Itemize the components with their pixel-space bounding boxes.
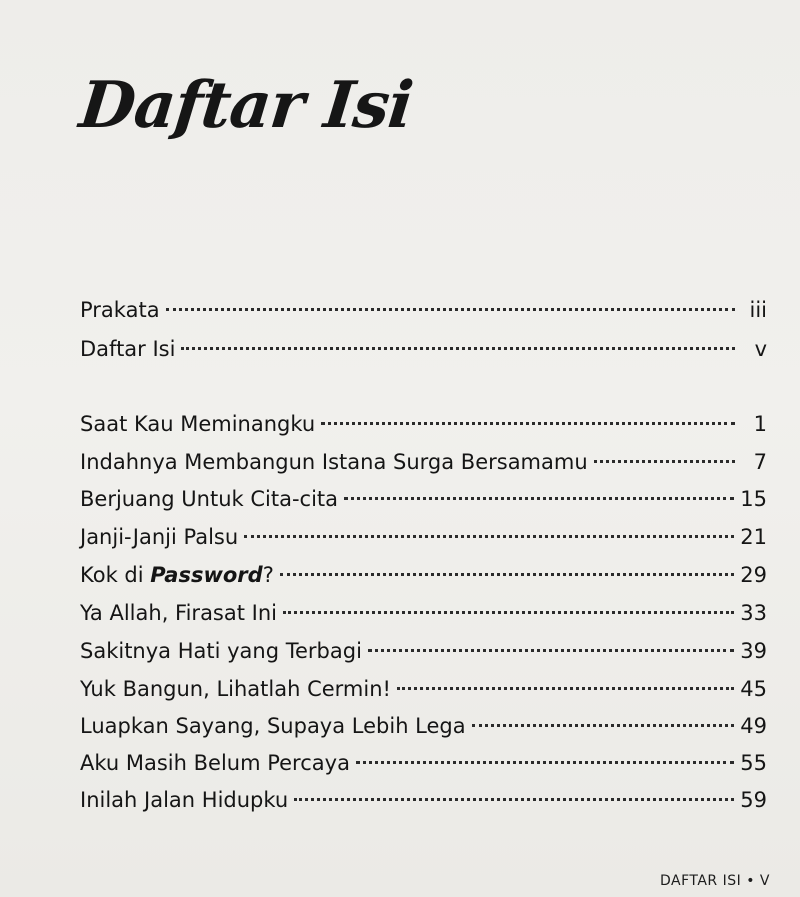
toc-leader-dots <box>166 308 735 311</box>
toc-leader-dots <box>397 687 734 690</box>
toc-entry-label: Janji-Janji Palsu <box>80 525 239 549</box>
toc-entry-label: Yuk Bangun, Lihatlah Cermin! <box>80 677 391 701</box>
toc-entry-label: Luapkan Sayang, Supaya Lebih Lega <box>80 714 466 738</box>
toc-entry-label: Aku Masih Belum Percaya <box>80 751 350 775</box>
toc-entry-page: 29 <box>740 563 767 587</box>
toc-entry <box>80 559 767 591</box>
running-footer: DAFTAR ISI • V <box>659 873 770 889</box>
toc-leader-dots <box>321 422 735 425</box>
toc-entry-label <box>80 559 274 591</box>
toc-leader-dots <box>472 724 735 727</box>
toc-entry-page: 7 <box>753 450 767 474</box>
toc-entry-page: 59 <box>740 788 767 812</box>
toc-entry-page: v <box>754 337 767 361</box>
toc-entry-page: 15 <box>740 487 767 511</box>
toc-entry-page: 55 <box>740 751 767 775</box>
toc-entry-label-prefix: Kok di <box>80 563 151 587</box>
toc-leader-dots <box>594 460 735 463</box>
toc-entry <box>80 784 767 816</box>
toc-leader-dots <box>344 497 734 500</box>
toc-entry-label: Saat Kau Meminangku <box>80 412 316 436</box>
toc-leader-dots <box>280 573 734 576</box>
toc-entry-page: iii <box>749 298 767 322</box>
toc-entry-label: Inilah Jalan Hidupku <box>80 788 289 812</box>
toc-entry-label: Berjuang Untuk Cita-cita <box>80 487 339 511</box>
toc-entry-label: Indahnya Membangun Istana Surga Bersamamu <box>80 450 588 474</box>
toc-entry-label-emphasis: Password <box>150 563 263 587</box>
toc-entry <box>80 483 767 515</box>
toc-leader-dots <box>283 611 734 614</box>
toc-entry-page: 45 <box>740 677 767 701</box>
toc-entry <box>80 408 767 440</box>
toc-entry-page: 33 <box>740 601 767 625</box>
toc-entry <box>80 597 767 629</box>
toc-entry-page: 21 <box>740 525 767 549</box>
toc-leader-dots <box>244 535 734 538</box>
toc-entry-label: Ya Allah, Firasat Ini <box>80 601 277 625</box>
page-title: Daftar Isi <box>76 68 416 143</box>
toc-entry <box>80 635 767 667</box>
toc-entry-page: 1 <box>753 412 767 436</box>
toc-entry-label: Sakitnya Hati yang Terbagi <box>80 639 362 663</box>
toc-entry-label: Prakata <box>80 298 160 322</box>
toc-entry <box>80 710 767 742</box>
toc-entry-label-suffix: ? <box>262 563 274 587</box>
toc-entry-page: 39 <box>740 639 767 663</box>
toc-leader-dots <box>368 649 734 652</box>
toc-entry <box>80 333 767 365</box>
toc-entry <box>80 747 767 779</box>
toc-entry <box>80 446 767 478</box>
toc-entry <box>80 673 767 705</box>
toc-leader-dots <box>181 347 735 350</box>
toc-entry-page: 49 <box>740 714 767 738</box>
toc-entry-label: Daftar Isi <box>80 337 176 361</box>
toc-leader-dots <box>294 798 734 801</box>
toc-leader-dots <box>356 761 734 764</box>
toc-entry <box>80 294 767 326</box>
toc-entry <box>80 521 767 553</box>
